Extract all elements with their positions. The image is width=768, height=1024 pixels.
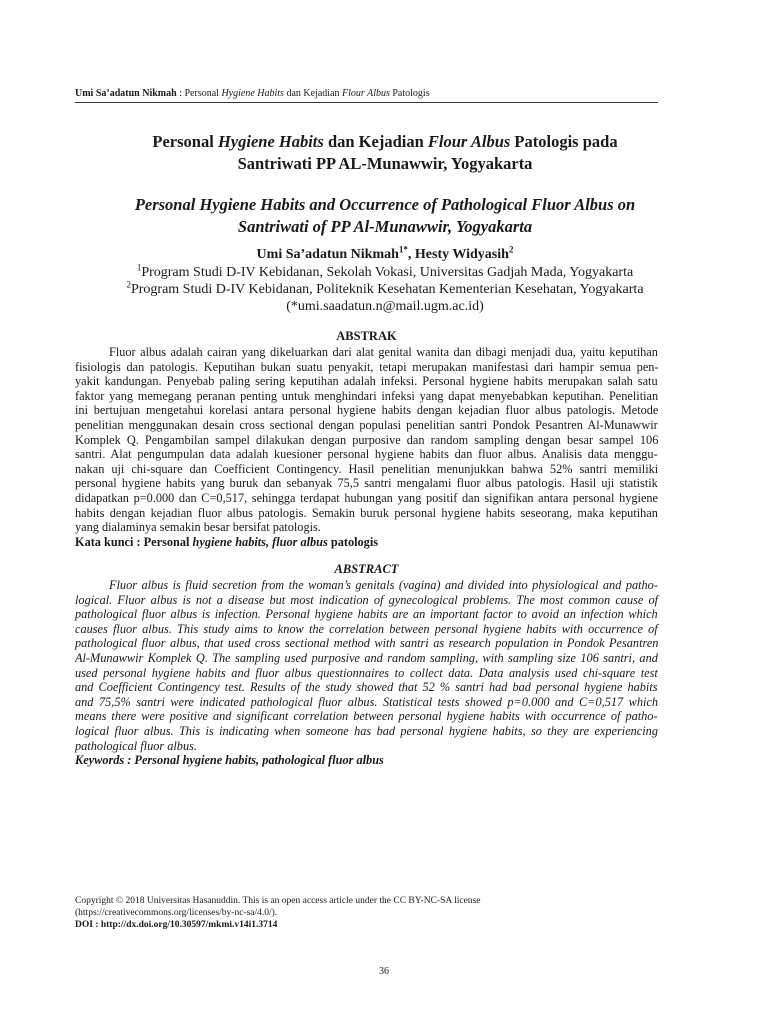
abstract-line: logical. Fluor albus is not a disease but most indication of gynecological problems. The most common cause of	[75, 592, 659, 607]
abstrak-line: santri. Alat pengumpulan data adalah kuesioner personal hygiene habits dan fluor albus. Analisis data menggu-	[75, 447, 658, 462]
author-2: Hesty Widyasih	[414, 247, 509, 262]
abstract-heading: ABSTRACT	[334, 562, 399, 576]
page-number: 36	[379, 966, 389, 977]
title-line-2: Santriwati PP AL-Munawwir, Yogyakarta	[237, 154, 533, 173]
header-title-part: Patologis	[389, 88, 430, 99]
header-title-part: Personal	[184, 88, 222, 99]
title-italic-part: Hygiene Habits	[217, 132, 324, 151]
title-english	[75, 194, 695, 238]
abstract-body	[75, 578, 658, 768]
affiliation-2-text: Program Studi D-IV Kebidanan, Politeknik Kesehatan Kementerian Kesehatan, Yogyakarta	[130, 282, 644, 297]
author-1: Umi Sa’adatun Nikmah	[256, 247, 399, 262]
abstract-line: and Coefficient Contingency test. Results of the study showed that 52 % santri had bad personal hygiene habits	[75, 680, 658, 695]
abstract-line: Al-Munawwir Komplek Q. The sampling used purposive and random sampling, with sampling size 106 santri, and	[75, 650, 658, 665]
abstrak-body	[75, 345, 658, 549]
copyright-footer	[75, 895, 658, 931]
abstrak-line: Komplek Q. Pengambilan sampel dilakukan dengan purposive dan random sampling dengan besar sampel 106	[75, 432, 659, 447]
abstract-line: means there were positive and significant correlation between personal hygiene habits with occurrence of patho-	[75, 709, 658, 724]
header-author: Umi Sa’adatun Nikmah	[75, 88, 177, 99]
header-title-italic: Flour Albus	[341, 88, 390, 99]
abstrak-line: faktor yang memegang peranan penting untuk menghindari infeksi yang dapat menyebabkan keputihan. Penelitian	[75, 388, 659, 403]
kata-kunci-italic: hygiene habits, fluor albus	[192, 534, 328, 549]
license-link[interactable]: (https://creativecommons.org/licenses/by-nc-sa/4.0/).	[75, 908, 278, 918]
abstrak-line: yakit kandungan. Penyebab paling sering keputihan adalah infeksi. Personal hygiene habits merupakan salah satu	[75, 374, 658, 389]
abstract-line: pathological fluor albus is infection. Personal hygiene habits are an important factor to avoid an infection which	[75, 607, 658, 622]
title-part: dan Kejadian	[323, 132, 428, 151]
abstrak-line: yang dialaminya semakin besar bersifat patologis.	[75, 520, 321, 535]
title-en-line-1: Personal Hygiene Habits and Occurrence of Pathological Fluor Albus on	[134, 195, 636, 214]
kata-kunci-label: Kata kunci : Personal	[75, 534, 193, 549]
title-part: Patologis pada	[510, 132, 618, 151]
abstract-line: pathological fluor albus, that used cross sectional method with santri as research population in Pondok Pesantren	[75, 636, 659, 651]
abstract-line: pathological fluor albus.	[75, 738, 197, 753]
title-part: Personal	[152, 132, 218, 151]
copyright-text: Copyright © 2018 Universitas Hasanuddin. This is an open access article under the CC BY-NC-SA license	[75, 896, 481, 906]
abstrak-line: ini bertujuan mengetahui korelasi antara personal hygiene habits dengan kejadian fluor albus patologis. Metode	[75, 403, 659, 418]
abstract-line: Fluor albus is fluid secretion from the woman’s genitals (vagina) and divided into physiological and patho-	[109, 578, 658, 592]
author-2-sup: 2	[508, 244, 514, 255]
abstract-line: used personal hygiene habits and fluor albus questionnaires to collect data. Data analysis used chi-square test	[75, 665, 658, 680]
author-1-sup: 1*	[398, 244, 408, 255]
abstrak-heading: ABSTRAK	[336, 329, 397, 343]
abstract-line: causes fluor albus. This study aims to know the correlation between personal hygiene habits with occurrence of	[75, 621, 658, 636]
abstrak-line: nakan uji chi-square dan Coefficient Contingency. Hasil penelitian menunjukkan bahwa 52% santri memiliki	[75, 461, 659, 476]
header-title-part: dan Kejadian	[283, 88, 342, 99]
keywords: Keywords : Personal hygiene habits, pathological fluor albus	[75, 753, 384, 768]
corresponding-email: (*umi.saadatun.n@mail.ugm.ac.id)	[286, 299, 484, 314]
abstrak-line: penelitian menggunakan desain cross sectional dengan populasi penelitian santri Pondok Pesantren Al-Munawwir	[75, 417, 658, 432]
affiliation-1-sup: 1	[136, 262, 142, 273]
header-rule	[75, 102, 658, 103]
header-separator: :	[176, 88, 185, 99]
abstrak-line: habits dengan kejadian fluor albus patologis. Semakin buruk personal hygiene habits seseorang, maka keputihan	[75, 505, 658, 520]
affiliation-2-sup: 2	[126, 279, 131, 290]
title-italic-part: Flour Albus	[427, 132, 511, 151]
kata-kunci-end: patologis	[327, 534, 379, 549]
abstrak-line: Fluor albus adalah cairan yang dikeluarkan dari alat genital wanita dan dibagi menjadi dua, yaitu keputihan	[109, 345, 658, 359]
title-indonesian	[75, 131, 695, 175]
header-title-italic: Hygiene Habits	[221, 88, 284, 99]
affiliation-1-text: Program Studi D-IV Kebidanan, Sekolah Vokasi, Universitas Gadjah Mada, Yogyakarta	[141, 265, 634, 280]
affiliation-2	[75, 279, 695, 298]
abstract-line: logical fluor albus. This is indicating when someone has bad personal hygiene habits, so they are experiencing	[75, 723, 658, 738]
author-list	[75, 244, 695, 263]
abstrak-line: personal hygiene habits yang buruk dan sebanyak 75,5 santri mengalami fluor albus patologis. Hasil uji statistik	[75, 476, 658, 491]
doi-link[interactable]: DOI : http://dx.doi.org/10.30597/mkmi.v14i1.3714	[75, 920, 278, 930]
title-en-line-2: Santriwati of PP Al-Munawwir, Yogyakarta	[237, 217, 533, 236]
abstract-line: and 75,5% santri were indicated pathological fluor albus. Statistical tests showed p=0.000 and C=0,517 which	[75, 694, 659, 709]
author-separator: ,	[407, 247, 415, 262]
affiliation-1	[75, 262, 695, 281]
abstrak-line: didapatkan p=0.000 dan C=0,517, sehingga terdapat hubungan yang positif dan signifikan antara personal hygiene	[75, 490, 659, 505]
running-header	[75, 88, 658, 99]
abstrak-line: fisiologis dan patologis. Keputihan bukan suatu penyakit, tetapi merupakan manifestasi dari hampir semua pen-	[75, 359, 659, 374]
kata-kunci	[75, 535, 658, 550]
